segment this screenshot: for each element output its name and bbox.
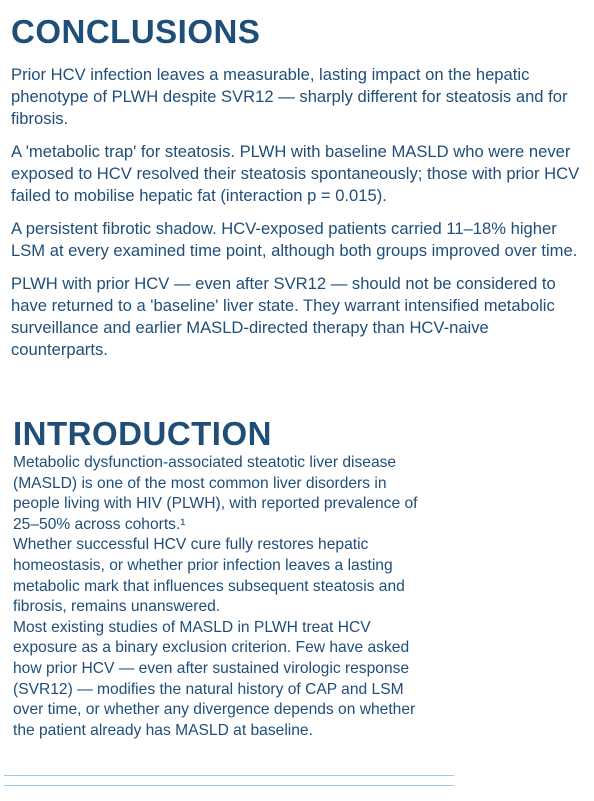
conclusions-paragraph: A 'metabolic trap' for steatosis. PLWH with baseline MASLD who were never exposed to HCV resolved their steatosis spontaneously; those with prior HCV failed to mobilise hepatic fat (interaction p = 0.015). <box>11 142 580 205</box>
introduction-body <box>13 453 454 743</box>
footer-divider <box>4 785 454 786</box>
introduction-heading: INTRODUCTION <box>13 415 272 452</box>
introduction-line: 25–50% across cohorts.¹ <box>13 515 186 533</box>
introduction-line: how prior HCV — even after sustained virologic response <box>13 659 410 677</box>
introduction-line: (MASLD) is one of the most common liver disorders in <box>13 474 387 492</box>
conclusions-paragraph: Prior HCV infection leaves a measurable, lasting impact on the hepatic phenotype of PLWH despite SVR12 — sharply different for steatosis and for fibrosis. <box>11 65 568 128</box>
introduction-line: metabolic mark that influences subsequent steatosis and <box>13 577 405 595</box>
footer-divider <box>4 775 454 776</box>
introduction-line: (SVR12) — modifies the natural history of CAP and LSM <box>13 680 404 698</box>
introduction-line: fibrosis, remains unanswered. <box>13 598 221 616</box>
conclusions-heading: CONCLUSIONS <box>11 13 261 50</box>
conclusions-body <box>11 64 589 372</box>
conclusions-paragraph: A persistent fibrotic shadow. HCV-exposed patients carried 11–18% higher LSM at every examined time point, although both groups improved over time. <box>11 219 578 260</box>
introduction-line: Most existing studies of MASLD in PLWH treat HCV <box>13 618 371 636</box>
introduction-line: Whether successful HCV cure fully restores hepatic <box>13 536 369 554</box>
introduction-line: homeostasis, or whether prior infection leaves a lasting <box>13 556 393 574</box>
introduction-line: over time, or whether any divergence depends on whether <box>13 701 416 719</box>
introduction-line: people living with HIV (PLWH), with reported prevalence of <box>13 495 418 513</box>
introduction-line: exposure as a binary exclusion criterion. Few have asked <box>13 639 410 657</box>
introduction-line: the patient already has MASLD at baseline. <box>13 721 313 739</box>
introduction-line: Metabolic dysfunction-associated steatotic liver disease <box>13 454 397 471</box>
conclusions-paragraph: PLWH with prior HCV — even after SVR12 — should not be considered to have returned to a 'baseline' liver state. They warrant intensified metabolic surveillance and earlier MASLD-directed therapy than HCV-naive counterparts. <box>11 274 556 359</box>
